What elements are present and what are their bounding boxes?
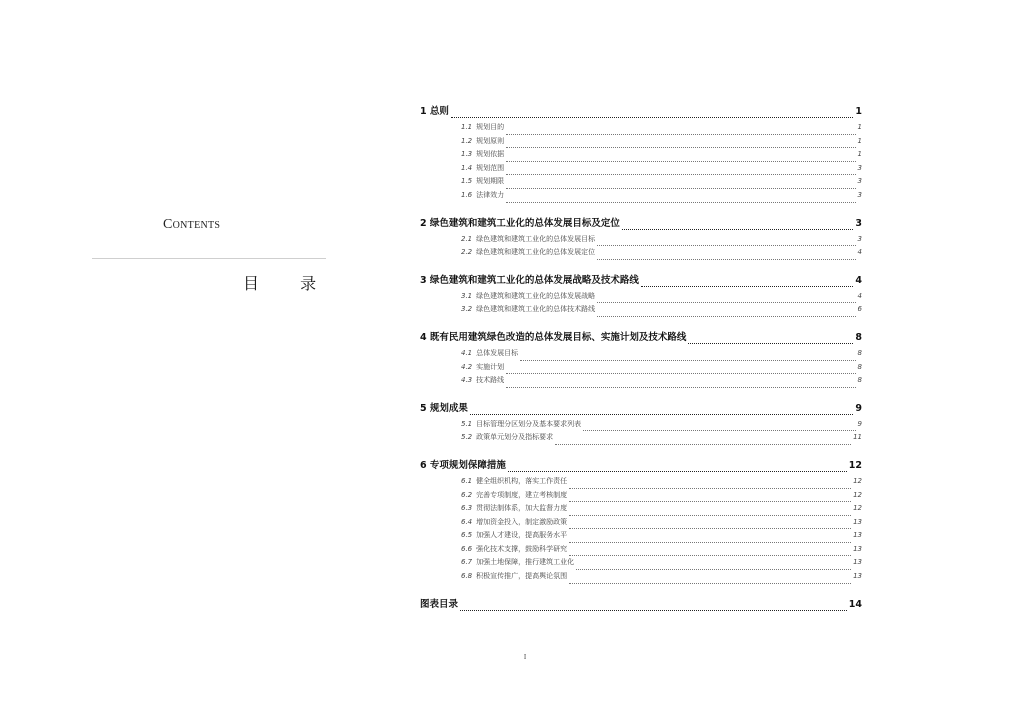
dot-leader xyxy=(506,367,855,374)
toc-section-title: 目标管理分区划分及基本要求列表 xyxy=(476,419,582,428)
toc-section-page: 3 xyxy=(857,163,862,172)
toc-section-number: 2.2 xyxy=(461,248,473,257)
toc-section-number: 6.8 xyxy=(461,572,473,581)
toc-chapter-page: 8 xyxy=(855,331,862,343)
toc-section-number: 6.2 xyxy=(461,490,473,499)
contents-label: Contents xyxy=(163,217,221,232)
toc-section-number: 6.3 xyxy=(461,504,473,513)
toc-section-page: 3 xyxy=(857,234,862,243)
toc-section-page: 6 xyxy=(857,305,862,314)
toc-section-page: 13 xyxy=(853,531,862,540)
toc-section-title: 加强土地保障，推行建筑工业化 xyxy=(476,558,575,567)
toc-section-page: 9 xyxy=(857,419,862,428)
toc-section-number: 1.6 xyxy=(461,190,473,199)
dot-leader xyxy=(622,221,853,230)
toc-section-number: 2.1 xyxy=(461,234,473,243)
toc-section-entry[interactable] xyxy=(461,431,862,445)
dot-leader xyxy=(506,182,855,189)
toc-section-number: 3.2 xyxy=(461,305,473,314)
dot-leader xyxy=(555,438,851,445)
toc-chapter-entry[interactable] xyxy=(420,598,862,611)
toc-section-page: 1 xyxy=(857,150,862,159)
toc-section-number: 6.5 xyxy=(461,531,473,540)
dot-leader xyxy=(506,155,855,162)
toc-section-title: 加强人才建设，提高服务水平 xyxy=(476,531,568,540)
toc-section-entry[interactable] xyxy=(461,529,862,543)
divider xyxy=(92,258,326,259)
toc-chapter-title: 3 绿色建筑和建筑工业化的总体发展战略及技术路线 xyxy=(420,274,639,286)
toc-section-number: 6.7 xyxy=(461,558,473,567)
toc-chapter-page: 3 xyxy=(855,217,862,229)
toc-chapter-page: 12 xyxy=(848,459,862,471)
dot-leader xyxy=(569,495,851,502)
toc-chapter-title: 图表目录 xyxy=(420,598,459,610)
toc-section-number: 1.1 xyxy=(461,123,473,131)
toc-section-title: 贯彻法制体系，加大监督力度 xyxy=(476,504,568,513)
dot-leader xyxy=(506,141,855,148)
toc-heading: 目 录 xyxy=(243,274,335,293)
toc-chapter-page: 1 xyxy=(855,106,862,117)
toc-section-entry[interactable] xyxy=(461,489,862,503)
toc-section-number: 1.5 xyxy=(461,177,473,186)
toc-section-title: 政策单元划分及指标要求 xyxy=(476,433,554,442)
toc-section-page: 13 xyxy=(853,517,862,526)
dot-leader xyxy=(597,296,855,303)
dot-leader xyxy=(506,128,855,135)
toc-section-page: 1 xyxy=(857,123,862,131)
page-number: I xyxy=(523,653,527,661)
dot-leader xyxy=(520,354,855,361)
toc-chapter-entry[interactable] xyxy=(420,402,862,415)
toc-section-page: 12 xyxy=(853,476,862,485)
toc-section-number: 1.4 xyxy=(461,163,473,172)
toc-section-title: 绿色建筑和建筑工业化的总体发展战略 xyxy=(476,291,596,300)
dot-leader xyxy=(569,522,851,529)
dot-leader xyxy=(576,563,851,570)
toc-section-title: 实施计划 xyxy=(476,362,505,371)
toc-section-page: 1 xyxy=(857,136,862,145)
dot-leader xyxy=(569,482,851,489)
toc-section-title: 规划范围 xyxy=(476,163,505,172)
toc-section-title: 绿色建筑和建筑工业化的总体发展定位 xyxy=(476,248,596,257)
toc-section-entry[interactable] xyxy=(461,502,862,516)
toc-section-entry[interactable] xyxy=(461,148,862,162)
toc-chapter-entry[interactable] xyxy=(420,105,862,118)
toc-section-page: 4 xyxy=(857,291,862,300)
toc-section-title: 强化技术支撑，鼓励科学研究 xyxy=(476,544,568,553)
dot-leader xyxy=(508,463,847,472)
dot-leader xyxy=(470,406,853,415)
toc-section-page: 13 xyxy=(853,544,862,553)
toc-chapter-entry[interactable] xyxy=(420,459,862,472)
toc-chapter-title: 2 绿色建筑和建筑工业化的总体发展目标及定位 xyxy=(420,217,620,229)
toc-chapter-entry[interactable] xyxy=(420,331,862,344)
toc-chapter-page: 4 xyxy=(855,274,862,286)
toc-section-title: 法律效力 xyxy=(476,190,505,199)
toc-section-entry[interactable] xyxy=(461,475,862,489)
toc-chapter-entry[interactable] xyxy=(420,274,862,287)
dot-leader xyxy=(569,549,851,556)
toc-chapter-title: 4 既有民用建筑绿色改造的总体发展目标、实施计划及技术路线 xyxy=(420,331,687,343)
toc-section-page: 13 xyxy=(853,572,862,581)
dot-leader xyxy=(506,196,855,203)
toc-section-entry[interactable] xyxy=(461,543,862,557)
toc-section-page: 4 xyxy=(857,248,862,257)
toc-section-number: 4.3 xyxy=(461,376,473,385)
toc-section-title: 技术路线 xyxy=(476,376,505,385)
toc-section-page: 8 xyxy=(857,348,862,357)
toc-section-entry[interactable] xyxy=(461,556,862,570)
toc-section-title: 规划期限 xyxy=(476,177,505,186)
toc-section-number: 4.2 xyxy=(461,362,473,371)
toc-section-title: 增加资金投入，制定激励政策 xyxy=(476,517,568,526)
toc-section-page: 12 xyxy=(853,490,862,499)
toc-section-title: 规划原则 xyxy=(476,136,505,145)
dot-leader xyxy=(506,381,855,388)
toc-section-page: 8 xyxy=(857,376,862,385)
toc-section-entry[interactable] xyxy=(461,374,862,388)
dot-leader xyxy=(569,509,851,516)
toc-section-entry[interactable] xyxy=(461,121,862,135)
toc-chapter-page: 9 xyxy=(855,402,862,414)
toc-section-entry[interactable] xyxy=(461,233,862,247)
dot-leader xyxy=(597,310,855,317)
toc-section-title: 绿色建筑和建筑工业化的总体发展目标 xyxy=(476,234,596,243)
toc-chapter-page: 14 xyxy=(848,598,862,610)
toc-section-entry[interactable] xyxy=(461,175,862,189)
toc-section-number: 3.1 xyxy=(461,291,473,300)
toc-section-page: 8 xyxy=(857,362,862,371)
toc-section-page: 12 xyxy=(853,504,862,513)
toc-section-page: 3 xyxy=(857,177,862,186)
toc-section-entry[interactable] xyxy=(461,189,862,203)
toc-section-page: 13 xyxy=(853,558,862,567)
table-of-contents xyxy=(420,105,862,611)
toc-section-entry[interactable] xyxy=(461,347,862,361)
toc-section-number: 5.1 xyxy=(461,419,473,428)
dot-leader xyxy=(641,278,853,287)
dot-leader xyxy=(569,577,851,584)
toc-section-entry[interactable] xyxy=(461,303,862,317)
toc-section-page: 3 xyxy=(857,190,862,199)
toc-section-page: 11 xyxy=(853,433,862,442)
toc-section-title: 规划依据 xyxy=(476,150,505,159)
toc-section-number: 1.2 xyxy=(461,136,473,145)
toc-section-number: 5.2 xyxy=(461,433,473,442)
toc-chapter-title: 1 总则 xyxy=(420,106,449,117)
toc-section-number: 4.1 xyxy=(461,348,473,357)
dot-leader xyxy=(583,424,855,431)
toc-section-title: 健全组织机构，落实工作责任 xyxy=(476,476,568,485)
dot-leader xyxy=(506,168,855,175)
toc-section-title: 总体发展目标 xyxy=(476,348,519,357)
dot-leader xyxy=(451,109,853,118)
toc-section-number: 1.3 xyxy=(461,150,473,159)
toc-section-title: 积极宣传推广，提高舆论氛围 xyxy=(476,572,568,581)
dot-leader xyxy=(569,536,851,543)
toc-section-title: 绿色建筑和建筑工业化的总体技术路线 xyxy=(476,305,596,314)
dot-leader xyxy=(597,239,855,246)
dot-leader xyxy=(688,335,853,344)
toc-section-entry[interactable] xyxy=(461,290,862,304)
toc-section-entry[interactable] xyxy=(461,570,862,584)
toc-section-entry[interactable] xyxy=(461,516,862,530)
toc-section-entry[interactable] xyxy=(461,361,862,375)
toc-section-entry[interactable] xyxy=(461,162,862,176)
dot-leader xyxy=(597,253,855,260)
toc-section-number: 6.4 xyxy=(461,517,473,526)
toc-section-entry[interactable] xyxy=(461,418,862,432)
toc-section-number: 6.6 xyxy=(461,544,473,553)
dot-leader xyxy=(460,602,847,611)
toc-section-entry[interactable] xyxy=(461,246,862,260)
toc-section-number: 6.1 xyxy=(461,476,473,485)
toc-section-entry[interactable] xyxy=(461,135,862,149)
toc-section-title: 完善专项制度，建立考核制度 xyxy=(476,490,568,499)
toc-section-title: 规划目的 xyxy=(476,123,505,131)
toc-chapter-title: 5 规划成果 xyxy=(420,402,468,414)
toc-chapter-title: 6 专项规划保障措施 xyxy=(420,459,506,471)
toc-chapter-entry[interactable] xyxy=(420,217,862,230)
